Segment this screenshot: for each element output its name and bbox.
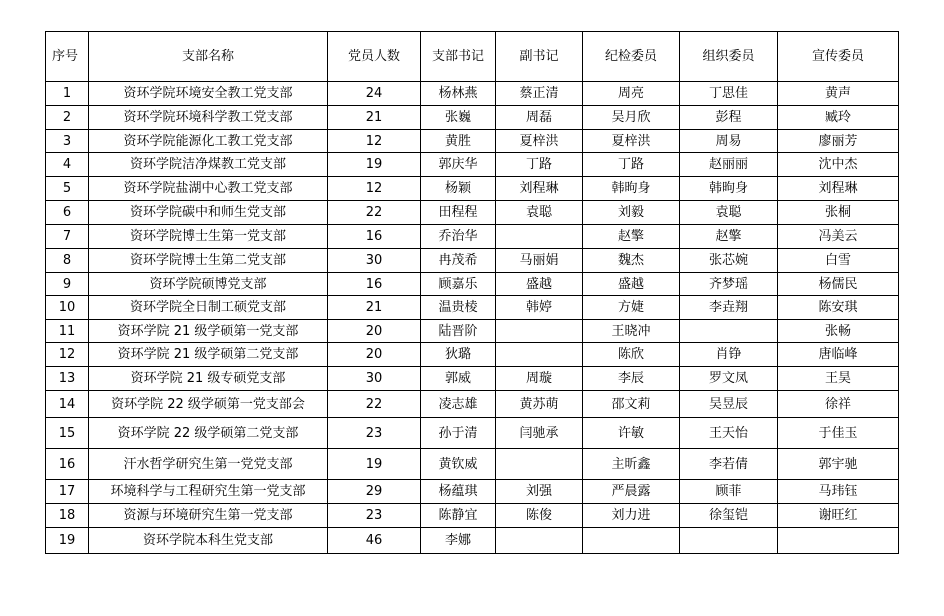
cell-secretary: 杨蕴琪 (421, 480, 496, 504)
table-row (46, 343, 899, 367)
cell-organization-member: 张芯婉 (680, 249, 778, 273)
table-row (46, 391, 899, 418)
table-row (46, 153, 899, 177)
cell-deputy-secretary: 夏梓洪 (496, 130, 583, 153)
cell-member-count: 23 (328, 504, 421, 528)
cell-secretary: 冉茂希 (421, 249, 496, 273)
cell-branch-name: 资环学院能源化工教工党支部 (89, 130, 328, 153)
cell-seq: 6 (46, 201, 89, 225)
table-row (46, 480, 899, 504)
cell-secretary: 陆晋阶 (421, 320, 496, 343)
cell-organization-member (680, 528, 778, 554)
cell-branch-name: 资环学院硕博党支部 (89, 273, 328, 296)
cell-secretary: 郭威 (421, 367, 496, 391)
cell-discipline-member: 丁路 (583, 153, 680, 177)
table-row (46, 528, 899, 554)
cell-member-count: 12 (328, 177, 421, 201)
cell-branch-name: 环境科学与工程研究生第一党支部 (89, 480, 328, 504)
cell-seq: 18 (46, 504, 89, 528)
cell-branch-name: 资环学院 21 级学硕第二党支部 (89, 343, 328, 367)
cell-publicity-member: 白雪 (778, 249, 899, 273)
table-row (46, 504, 899, 528)
cell-branch-name: 资环学院环境科学教工党支部 (89, 106, 328, 130)
cell-seq: 8 (46, 249, 89, 273)
table-row (46, 106, 899, 130)
cell-publicity-member: 徐祥 (778, 391, 899, 418)
cell-member-count: 16 (328, 273, 421, 296)
cell-discipline-member: 魏杰 (583, 249, 680, 273)
cell-discipline-member: 许敏 (583, 418, 680, 449)
header-seq: 序号 (46, 32, 89, 82)
cell-organization-member: 彭程 (680, 106, 778, 130)
cell-secretary: 陈静宜 (421, 504, 496, 528)
cell-member-count: 46 (328, 528, 421, 554)
cell-member-count: 16 (328, 225, 421, 249)
cell-seq: 13 (46, 367, 89, 391)
cell-organization-member: 周易 (680, 130, 778, 153)
cell-organization-member: 徐玺铠 (680, 504, 778, 528)
cell-organization-member: 韩昫身 (680, 177, 778, 201)
cell-publicity-member (778, 528, 899, 554)
cell-secretary: 狄璐 (421, 343, 496, 367)
cell-publicity-member: 谢旺红 (778, 504, 899, 528)
cell-discipline-member: 严晨露 (583, 480, 680, 504)
table-body (46, 82, 899, 554)
cell-discipline-member: 王晓冲 (583, 320, 680, 343)
cell-branch-name: 资环学院盐湖中心教工党支部 (89, 177, 328, 201)
table-row (46, 296, 899, 320)
cell-organization-member: 袁聪 (680, 201, 778, 225)
cell-seq: 4 (46, 153, 89, 177)
cell-branch-name: 资环学院 22 级学硕第一党支部会 (89, 391, 328, 418)
cell-seq: 19 (46, 528, 89, 554)
cell-secretary: 孙于清 (421, 418, 496, 449)
cell-discipline-member: 陈欣 (583, 343, 680, 367)
cell-branch-name: 资环学院博士生第二党支部 (89, 249, 328, 273)
cell-seq: 14 (46, 391, 89, 418)
cell-deputy-secretary: 韩婷 (496, 296, 583, 320)
cell-discipline-member: 盛越 (583, 273, 680, 296)
cell-organization-member: 顾菲 (680, 480, 778, 504)
cell-branch-name: 资环学院博士生第一党支部 (89, 225, 328, 249)
cell-publicity-member: 于佳玉 (778, 418, 899, 449)
cell-organization-member: 赵擎 (680, 225, 778, 249)
cell-deputy-secretary (496, 225, 583, 249)
cell-discipline-member: 刘力进 (583, 504, 680, 528)
cell-publicity-member: 马玮钰 (778, 480, 899, 504)
cell-branch-name: 汗水哲学研究生第一党党支部 (89, 449, 328, 480)
cell-deputy-secretary: 黄苏萌 (496, 391, 583, 418)
header-deputy-secretary: 副书记 (496, 32, 583, 82)
cell-member-count: 30 (328, 249, 421, 273)
cell-member-count: 22 (328, 391, 421, 418)
cell-branch-name: 资环学院 22 级学硕第二党支部 (89, 418, 328, 449)
cell-secretary: 乔治华 (421, 225, 496, 249)
cell-publicity-member: 郭宇驰 (778, 449, 899, 480)
cell-seq: 1 (46, 82, 89, 106)
cell-deputy-secretary: 盛越 (496, 273, 583, 296)
cell-branch-name: 资环学院全日制工硕党支部 (89, 296, 328, 320)
cell-secretary: 杨林燕 (421, 82, 496, 106)
cell-seq: 7 (46, 225, 89, 249)
cell-seq: 16 (46, 449, 89, 480)
cell-discipline-member: 邵文莉 (583, 391, 680, 418)
cell-secretary: 杨颖 (421, 177, 496, 201)
header-secretary: 支部书记 (421, 32, 496, 82)
cell-secretary: 顾嘉乐 (421, 273, 496, 296)
cell-discipline-member: 韩昫身 (583, 177, 680, 201)
cell-publicity-member: 王昊 (778, 367, 899, 391)
cell-publicity-member: 黄声 (778, 82, 899, 106)
cell-seq: 2 (46, 106, 89, 130)
cell-publicity-member: 臧玲 (778, 106, 899, 130)
cell-discipline-member (583, 528, 680, 554)
cell-publicity-member: 杨儒民 (778, 273, 899, 296)
table-row (46, 130, 899, 153)
header-publicity-member: 宣传委员 (778, 32, 899, 82)
cell-member-count: 22 (328, 201, 421, 225)
cell-member-count: 19 (328, 449, 421, 480)
cell-seq: 5 (46, 177, 89, 201)
cell-discipline-member: 夏梓洪 (583, 130, 680, 153)
cell-member-count: 21 (328, 296, 421, 320)
cell-secretary: 郭庆华 (421, 153, 496, 177)
cell-deputy-secretary: 蔡正清 (496, 82, 583, 106)
cell-deputy-secretary (496, 320, 583, 343)
table-row (46, 249, 899, 273)
table-row (46, 367, 899, 391)
cell-organization-member: 肖铮 (680, 343, 778, 367)
cell-secretary: 黄胜 (421, 130, 496, 153)
table-row (46, 177, 899, 201)
header-branch-name: 支部名称 (89, 32, 328, 82)
cell-discipline-member: 周亮 (583, 82, 680, 106)
cell-member-count: 20 (328, 343, 421, 367)
cell-deputy-secretary (496, 449, 583, 480)
cell-deputy-secretary: 袁聪 (496, 201, 583, 225)
cell-discipline-member: 吴月欣 (583, 106, 680, 130)
cell-seq: 11 (46, 320, 89, 343)
cell-deputy-secretary: 闫驰承 (496, 418, 583, 449)
cell-discipline-member: 主昕鑫 (583, 449, 680, 480)
table-row (46, 201, 899, 225)
table-row (46, 225, 899, 249)
cell-member-count: 20 (328, 320, 421, 343)
cell-member-count: 29 (328, 480, 421, 504)
cell-seq: 9 (46, 273, 89, 296)
cell-seq: 10 (46, 296, 89, 320)
table-row (46, 320, 899, 343)
cell-organization-member: 罗文凤 (680, 367, 778, 391)
table-row (46, 273, 899, 296)
header-discipline-member: 纪检委员 (583, 32, 680, 82)
cell-secretary: 张巍 (421, 106, 496, 130)
cell-deputy-secretary: 陈俊 (496, 504, 583, 528)
cell-publicity-member: 冯美云 (778, 225, 899, 249)
cell-branch-name: 资环学院环境安全教工党支部 (89, 82, 328, 106)
cell-publicity-member: 廖丽芳 (778, 130, 899, 153)
cell-member-count: 19 (328, 153, 421, 177)
cell-seq: 15 (46, 418, 89, 449)
cell-discipline-member: 赵擎 (583, 225, 680, 249)
cell-member-count: 30 (328, 367, 421, 391)
cell-publicity-member: 刘程琳 (778, 177, 899, 201)
cell-branch-name: 资环学院碳中和师生党支部 (89, 201, 328, 225)
cell-deputy-secretary: 周磊 (496, 106, 583, 130)
cell-branch-name: 资环学院 21 级学硕第一党支部 (89, 320, 328, 343)
cell-organization-member (680, 320, 778, 343)
cell-publicity-member: 唐临峰 (778, 343, 899, 367)
cell-member-count: 21 (328, 106, 421, 130)
cell-member-count: 12 (328, 130, 421, 153)
table-row (46, 418, 899, 449)
cell-seq: 12 (46, 343, 89, 367)
cell-discipline-member: 刘毅 (583, 201, 680, 225)
cell-branch-name: 资环学院 21 级专硕党支部 (89, 367, 328, 391)
party-branch-table (45, 31, 899, 554)
cell-secretary: 李娜 (421, 528, 496, 554)
header-member-count: 党员人数 (328, 32, 421, 82)
cell-branch-name: 资环学院洁净煤教工党支部 (89, 153, 328, 177)
cell-organization-member: 赵丽丽 (680, 153, 778, 177)
cell-organization-member: 李若倩 (680, 449, 778, 480)
cell-publicity-member: 张桐 (778, 201, 899, 225)
cell-deputy-secretary: 周璇 (496, 367, 583, 391)
cell-organization-member: 李垚翔 (680, 296, 778, 320)
cell-organization-member: 丁思佳 (680, 82, 778, 106)
cell-member-count: 23 (328, 418, 421, 449)
cell-branch-name: 资环学院本科生党支部 (89, 528, 328, 554)
cell-publicity-member: 张畅 (778, 320, 899, 343)
cell-member-count: 24 (328, 82, 421, 106)
cell-secretary: 黄钦威 (421, 449, 496, 480)
cell-deputy-secretary (496, 343, 583, 367)
cell-publicity-member: 沈中杰 (778, 153, 899, 177)
cell-organization-member: 吴昱辰 (680, 391, 778, 418)
cell-secretary: 田程程 (421, 201, 496, 225)
cell-deputy-secretary: 刘强 (496, 480, 583, 504)
cell-organization-member: 王天怡 (680, 418, 778, 449)
cell-secretary: 凌志雄 (421, 391, 496, 418)
cell-seq: 17 (46, 480, 89, 504)
cell-deputy-secretary: 刘程琳 (496, 177, 583, 201)
cell-publicity-member: 陈安琪 (778, 296, 899, 320)
cell-discipline-member: 李辰 (583, 367, 680, 391)
cell-deputy-secretary: 马丽娟 (496, 249, 583, 273)
table-row (46, 449, 899, 480)
cell-deputy-secretary: 丁路 (496, 153, 583, 177)
cell-seq: 3 (46, 130, 89, 153)
cell-discipline-member: 方婕 (583, 296, 680, 320)
cell-secretary: 温贵棱 (421, 296, 496, 320)
header-row (46, 32, 899, 82)
cell-branch-name: 资源与环境研究生第一党支部 (89, 504, 328, 528)
header-organization-member: 组织委员 (680, 32, 778, 82)
cell-organization-member: 齐梦瑶 (680, 273, 778, 296)
cell-deputy-secretary (496, 528, 583, 554)
table-row (46, 82, 899, 106)
